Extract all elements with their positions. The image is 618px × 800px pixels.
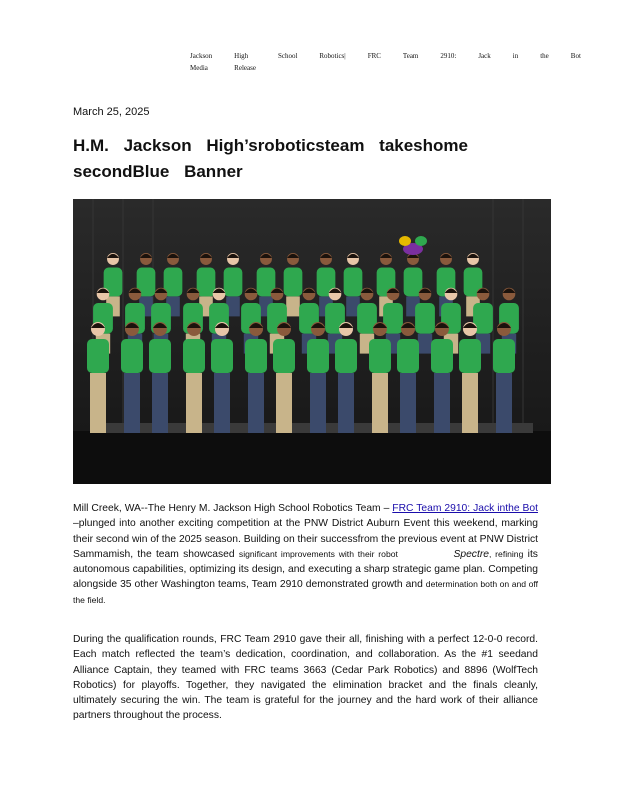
text-run: determination both on and off the field.	[73, 579, 538, 605]
text-run: its autonomous capabilities, optimizing its design, and executing a sharp strategic game plan. Competing alongside 35 other Washington teams, Team 2910 demonstrated growth and	[73, 548, 538, 591]
robot-name: Spectre	[453, 548, 489, 560]
header-separator: |	[344, 52, 346, 60]
header-word: Release	[234, 64, 256, 72]
header-word: Jack	[478, 52, 491, 60]
document-header	[190, 50, 581, 74]
header-word: School	[277, 52, 298, 60]
text-run: significant improvements with their robot	[238, 548, 398, 559]
page-title: H.M. Jackson High’sroboticsteam takeshome secondBlue Banner	[73, 136, 468, 181]
header-col	[190, 50, 212, 74]
header-word: 2910:	[440, 52, 457, 60]
header-word: High	[234, 52, 249, 60]
team-link[interactable]: FRC Team 2910: Jack inthe Bot	[392, 503, 538, 514]
text-run: Mill Creek, WA--The Henry M. Jackson High School Robotics Team –	[73, 503, 390, 514]
header-word: Media	[190, 64, 208, 72]
header-word: Jackson	[190, 52, 213, 60]
team-photo	[73, 199, 551, 484]
header-word: Team	[402, 52, 419, 60]
header-word: in	[512, 52, 519, 60]
header-word: Bot	[570, 52, 581, 60]
header-col	[234, 50, 256, 74]
text-run: , refining	[488, 548, 524, 559]
header-word: the	[540, 52, 549, 60]
body-paragraph: During the qualification rounds, FRC Team 2910 gave their all, finishing with a perfect 12-0-0 record. Each match reflected the team’s dedication, coordination, and collaboration. As the #1 seedand Alliance Captain, they teamed with FRC teams 3663 (Cedar Park Robotics) and 8896 (WolfTech Robotics) for playoffs. Together, they navigated the elimination bracket and the finals cleanly, ultimately securing the win. The team is grateful for the journey and the hard work of their alliance partners throughout the process.	[73, 634, 538, 722]
body-paragraph	[73, 501, 538, 608]
text-run: –plunged into another exciting competition at the PNW District Auburn Event this weekend, marking their second win of the 2025 season. Building on their successfrom the previous event at PNW District Sammamish, the team showcased	[73, 518, 538, 560]
header-word: Robotics	[319, 52, 345, 60]
release-date: March 25, 2025	[73, 106, 150, 118]
header-word: FRC	[367, 52, 381, 60]
